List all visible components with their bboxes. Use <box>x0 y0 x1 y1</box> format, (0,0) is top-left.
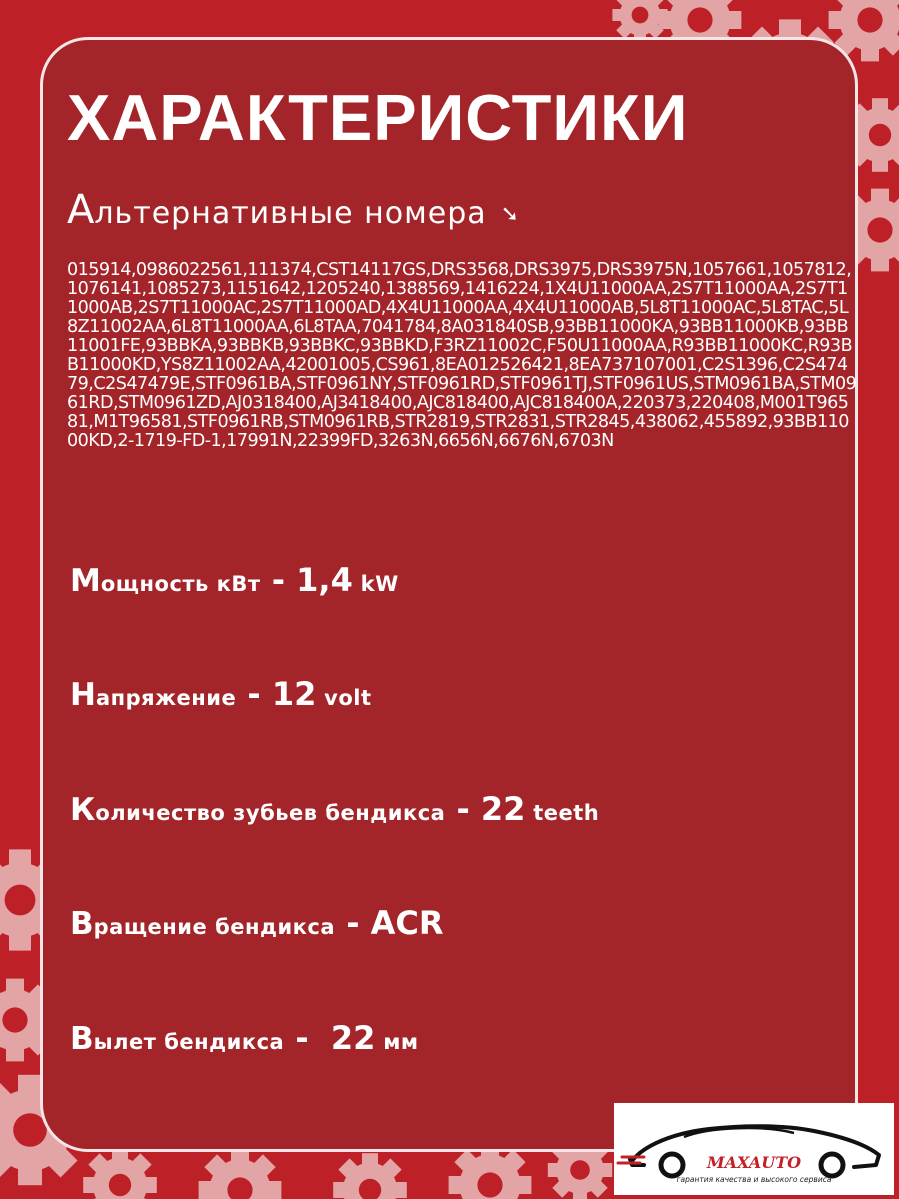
maxauto-logo <box>614 1103 894 1195</box>
brand-name: MAXAUTO <box>706 1153 802 1172</box>
arrow-down-right-icon: ➘ <box>500 202 520 227</box>
spec-rotation: Вращение бендикса - ACR <box>70 904 444 942</box>
alternative-numbers-list: 015914,0986022561,111374,CST14117GS,DRS3568,DRS3975,DRS3975N,1057661,1057812,1076141,1085273,1151642,1205240,1388569,1416224,1X4U11000AA,2S7T11000AA,2S7T11000AB,2S7T11000AC,2S7T11000AD,4X4U11000AA,4X4U11000AB,5L8T11000AC,5L8TAC,5L8Z11002AA,6L8T11000AA,6L8TAA,7041784,8A031840SB,93BB11000KA,93BB11000KB,93BB11001FE,93BBKA,93BBKB,93BBKC,93BBKD,F3RZ11002C,F50U11000AA,R93BB11000KC,R93BB11000KD,YS8Z11002AA,42001005,CS961,8EA012526421,8EA737107001,C2S1396,C2S47479,C2S47479E,STF0961BA,STF0961NY,STF0961RD,STF0961TJ,STF0961US,STM0961BA,STM0961RD,STM0961ZD,AJ0318400,AJ3418400,AJC818400,AJC818400A,220373,220408,M001T96581,M1T96581,STF0961RB,STM0961RB,STR2819,STR2831,STR2845,438062,455892,93BB11000KD,2-1719-FD-1,17991N,22399FD,3263N,6656N,6676N,6703N <box>67 260 857 451</box>
page-title: ХАРАКТЕРИСТИКИ <box>67 81 689 154</box>
spec-voltage: Напряжение - 12 volt <box>70 675 372 713</box>
brand-tagline: гарантия качества и высокого сервиса <box>676 1175 832 1184</box>
spec-teeth: Количество зубьев бендикса - 22 teeth <box>70 790 600 828</box>
spec-power: Мощность кВт - 1,4 kW <box>70 561 399 599</box>
spec-overhang: Вылет бендикса - 22 мм <box>70 1019 419 1057</box>
alternative-numbers-heading: Альтернативные номера ➘ <box>67 187 520 233</box>
